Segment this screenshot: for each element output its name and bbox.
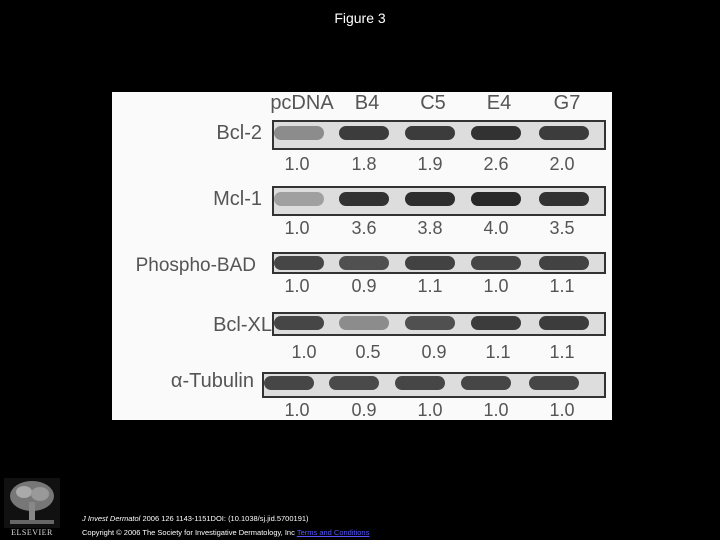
band-2-3 [471, 256, 521, 270]
elsevier-logo [4, 478, 60, 536]
band-2-2 [405, 256, 455, 270]
copyright-line [82, 528, 369, 537]
band-3-0 [274, 316, 324, 330]
citation-line [82, 514, 309, 523]
blot-mcl1 [272, 186, 606, 216]
value-phospho-bad-g7: 1.1 [549, 276, 575, 296]
value-alpha-tubulin-c5: 1.0 [417, 400, 443, 420]
blot-bclxl [272, 312, 606, 336]
row-label-phospho-bad: Phospho-BAD [135, 255, 256, 276]
figure-title: Figure 3 [334, 10, 386, 26]
copyright-text: Copyright © 2006 The Society for Investigative Dermatology, Inc [82, 528, 297, 537]
band-1-2 [405, 192, 455, 206]
band-2-4 [539, 256, 589, 270]
blot-bcl2 [272, 120, 606, 150]
citation-details: 2006 126 1143-1151DOI: (10.1038/sj.jid.5700191) [140, 514, 309, 523]
band-1-1 [339, 192, 389, 206]
value-bclxl-b4: 0.5 [355, 342, 381, 362]
value-phospho-bad-b4: 0.9 [351, 276, 377, 296]
band-2-1 [339, 256, 389, 270]
elsevier-tree-icon [4, 478, 60, 528]
row-label-alpha-tubulin: α-Tubulin [170, 370, 254, 392]
terms-link[interactable]: Terms and Conditions [296, 528, 370, 537]
elsevier-wordmark: ELSEVIER [11, 528, 53, 537]
value-mcl1-pcdna: 1.0 [284, 218, 310, 238]
value-phospho-bad-c5: 1.1 [417, 276, 443, 296]
western-blot-panel [112, 92, 612, 420]
value-bcl2-pcdna: 1.0 [284, 154, 310, 174]
band-1-3 [471, 192, 521, 206]
column-header-b4: B4 [354, 92, 380, 114]
value-mcl1-c5: 3.8 [417, 218, 443, 238]
row-label-mcl1: Mcl-1 [213, 188, 262, 210]
value-bclxl-c5: 0.9 [421, 342, 447, 362]
blot-alpha-tubulin [262, 372, 606, 398]
band-0-2 [405, 126, 455, 140]
value-alpha-tubulin-g7: 1.0 [549, 400, 575, 420]
band-4-2 [395, 376, 445, 390]
column-header-g7: G7 [553, 92, 581, 114]
band-3-1 [339, 316, 389, 330]
value-bcl2-e4: 2.6 [483, 154, 509, 174]
band-0-0 [274, 126, 324, 140]
value-bclxl-e4: 1.1 [485, 342, 511, 362]
band-1-4 [539, 192, 589, 206]
band-2-0 [274, 256, 324, 270]
band-3-3 [471, 316, 521, 330]
value-alpha-tubulin-e4: 1.0 [483, 400, 509, 420]
band-3-2 [405, 316, 455, 330]
column-header-e4: E4 [486, 92, 512, 114]
row-label-bclxl: Bcl-XL [213, 314, 272, 336]
column-header-pcdna: pcDNA [270, 92, 334, 114]
band-4-0 [264, 376, 314, 390]
value-mcl1-g7: 3.5 [549, 218, 575, 238]
row-label-bcl2: Bcl-2 [216, 122, 262, 144]
value-alpha-tubulin-pcdna: 1.0 [284, 400, 310, 420]
band-3-4 [539, 316, 589, 330]
column-header-c5: C5 [420, 92, 446, 114]
band-1-0 [274, 192, 324, 206]
blot-phospho-bad [272, 252, 606, 274]
band-0-4 [539, 126, 589, 140]
value-mcl1-e4: 4.0 [483, 218, 509, 238]
band-4-1 [329, 376, 379, 390]
value-bcl2-b4: 1.8 [351, 154, 377, 174]
band-4-3 [461, 376, 511, 390]
citation-journal: J Invest Dermatol [82, 514, 141, 523]
value-bcl2-c5: 1.9 [417, 154, 443, 174]
value-phospho-bad-e4: 1.0 [483, 276, 509, 296]
band-0-1 [339, 126, 389, 140]
value-bcl2-g7: 2.0 [549, 154, 575, 174]
value-mcl1-b4: 3.6 [351, 218, 377, 238]
value-bclxl-g7: 1.1 [549, 342, 575, 362]
value-bclxl-pcdna: 1.0 [291, 342, 317, 362]
value-phospho-bad-pcdna: 1.0 [284, 276, 310, 296]
band-4-4 [529, 376, 579, 390]
band-0-3 [471, 126, 521, 140]
value-alpha-tubulin-b4: 0.9 [351, 400, 377, 420]
